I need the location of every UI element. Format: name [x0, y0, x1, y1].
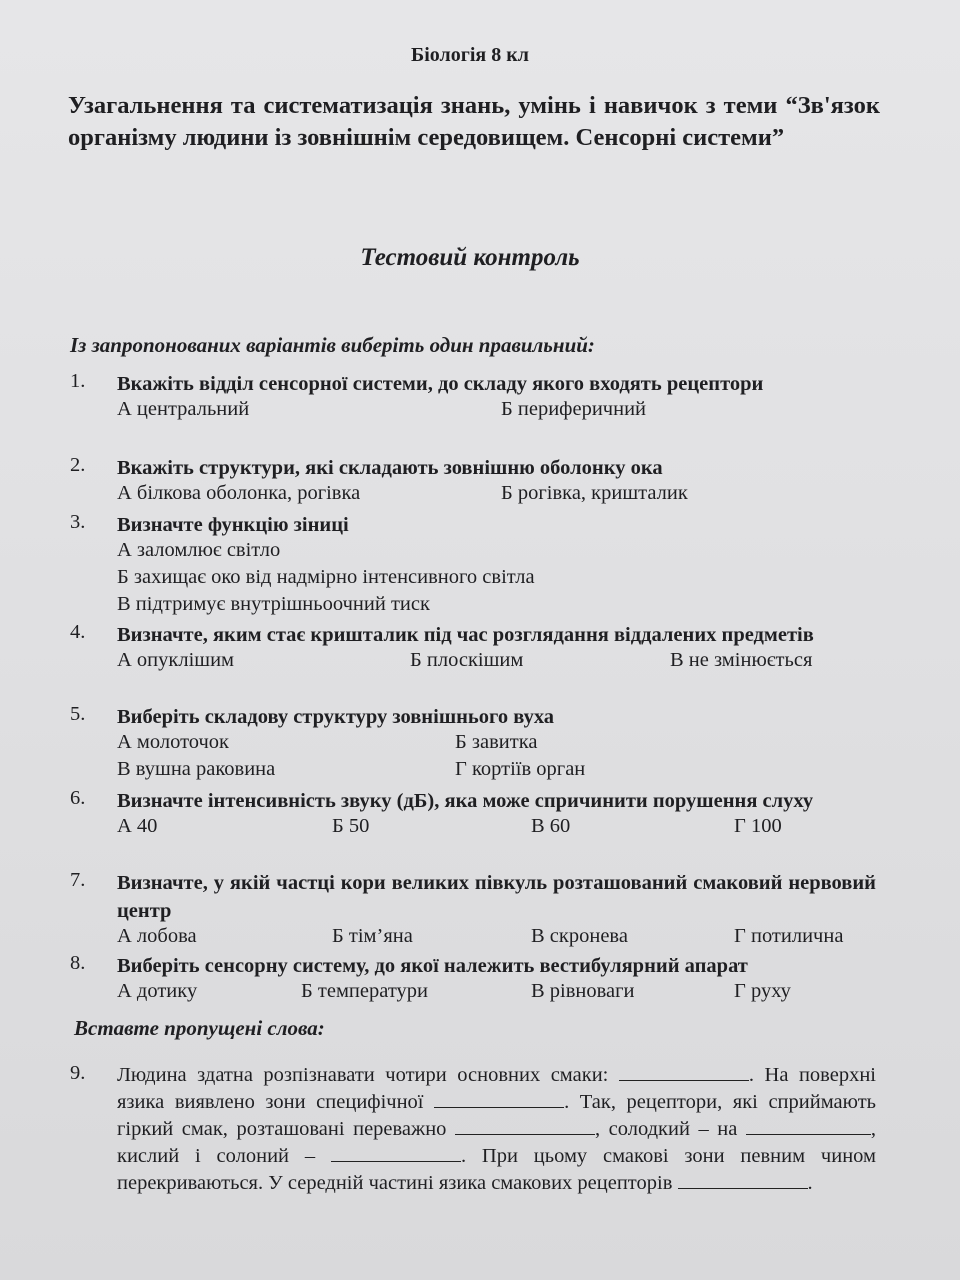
q9-text-part: Людина здатна розпізнавати чотири основних смаки:	[117, 1064, 619, 1086]
q9-text-part: . На поверхні язика виявлено зони специфічної	[117, 1064, 876, 1113]
question-text: Визначте, яким стає кришталик під час розглядання віддалених предметів	[117, 624, 814, 646]
answer-options	[117, 398, 876, 425]
question-8	[70, 952, 876, 1007]
question-7	[70, 869, 876, 952]
question-5	[70, 703, 876, 785]
question-number: 5.	[70, 703, 86, 725]
option-a[interactable]: А центральний	[117, 398, 250, 420]
option-b[interactable]: Б завитка	[455, 731, 538, 753]
option-d[interactable]: Г потилична	[734, 925, 844, 947]
option-c[interactable]: В 60	[531, 815, 571, 837]
question-number: 3.	[70, 511, 86, 533]
option-c[interactable]: В скронева	[531, 925, 628, 947]
answer-options	[117, 731, 876, 758]
question-6	[70, 787, 876, 842]
q9-text-part: , солодкий – на	[594, 1118, 746, 1140]
question-text: Вкажіть структури, які складають зовнішню оболонку ока	[117, 457, 663, 479]
question-text: Вкажіть відділ сенсорної системи, до складу якого входять рецептори	[117, 373, 764, 395]
answer-options	[117, 566, 876, 593]
question-2	[70, 454, 876, 509]
option-c[interactable]: В рівноваги	[531, 980, 635, 1002]
answer-blank[interactable]	[678, 1170, 808, 1189]
answer-blank[interactable]	[455, 1116, 595, 1135]
option-b[interactable]: Б плоскішим	[410, 649, 524, 671]
question-4	[70, 621, 876, 676]
answer-options	[117, 649, 876, 676]
answer-options	[117, 980, 876, 1007]
test-subtitle: Тестовий контроль	[360, 244, 580, 271]
answer-blank[interactable]	[434, 1089, 564, 1108]
topic-title: Узагальнення та систематизація знань, умінь і навичок з теми “Зв'язок організму людини із зовнішнім середовищем. Сенсорні системи”	[68, 92, 880, 151]
q9-text-part: . При цьому смакові зони певним чином перекриваються. У середній частині язика смакових рецепторів	[117, 1145, 876, 1194]
question-text: Виберіть сенсорну систему, до якої належить вестибулярний апарат	[117, 955, 748, 977]
answer-blank[interactable]	[619, 1062, 749, 1081]
answer-options	[117, 593, 876, 620]
option-b[interactable]: Б температури	[301, 980, 428, 1002]
option-a[interactable]: А лобова	[117, 925, 197, 947]
question-3	[70, 511, 876, 620]
question-text: Виберіть складову структуру зовнішнього вуха	[117, 706, 555, 728]
option-d[interactable]: Г кортіїв орган	[455, 758, 586, 780]
question-1	[70, 370, 876, 425]
option-a[interactable]: А заломлює світло	[117, 539, 281, 561]
instruction-fill-in: Вставте пропущені слова:	[74, 1016, 325, 1040]
option-d[interactable]: Г руху	[734, 980, 791, 1002]
option-c[interactable]: В підтримує внутрішньоочний тиск	[117, 593, 430, 615]
question-number: 9.	[70, 1062, 86, 1084]
answer-options	[117, 925, 876, 952]
option-b[interactable]: Б тім’яна	[332, 925, 413, 947]
option-a[interactable]: А молоточок	[117, 731, 230, 753]
subject-header: Біологія 8 кл	[411, 44, 529, 66]
option-a[interactable]: А опуклішим	[117, 649, 235, 671]
option-a[interactable]: А дотику	[117, 980, 198, 1002]
question-number: 2.	[70, 454, 86, 476]
fill-in-paragraph	[117, 1062, 876, 1197]
answer-options	[117, 539, 876, 566]
instruction-single-choice: Із запропонованих варіантів виберіть один правильний:	[70, 333, 595, 357]
question-9	[70, 1062, 876, 1197]
q9-text-part: .	[807, 1172, 813, 1194]
q9-text-part: . Так, рецептори, які сприймають гіркий смак, розташовані переважно	[117, 1091, 876, 1140]
answer-blank[interactable]	[331, 1143, 461, 1162]
question-number: 1.	[70, 370, 86, 392]
option-c[interactable]: В не змінюється	[670, 649, 813, 671]
q9-text-part: , кислий і солоний –	[117, 1118, 877, 1167]
option-d[interactable]: Г 100	[734, 815, 782, 837]
question-text: Визначте інтенсивність звуку (дБ), яка може спричинити порушення слуху	[117, 790, 814, 812]
question-number: 7.	[70, 869, 86, 891]
option-b[interactable]: Б захищає око від надмірно інтенсивного світла	[117, 566, 535, 588]
question-number: 6.	[70, 787, 86, 809]
option-b[interactable]: Б периферичний	[501, 398, 647, 420]
question-number: 8.	[70, 952, 86, 974]
answer-blank[interactable]	[746, 1116, 871, 1135]
option-b[interactable]: Б 50	[332, 815, 370, 837]
option-b[interactable]: Б рогівка, кришталик	[501, 482, 688, 504]
answer-options	[117, 758, 876, 785]
question-text: Визначте, у якій частці кори великих півкуль розташований смаковий нервовий центр	[117, 872, 876, 922]
option-a[interactable]: А білкова оболонка, рогівка	[117, 482, 361, 504]
option-c[interactable]: В вушна раковина	[117, 758, 276, 780]
answer-options	[117, 482, 876, 509]
answer-options	[117, 815, 876, 842]
option-a[interactable]: А 40	[117, 815, 158, 837]
question-number: 4.	[70, 621, 86, 643]
question-text: Визначте функцію зіниці	[117, 514, 349, 536]
